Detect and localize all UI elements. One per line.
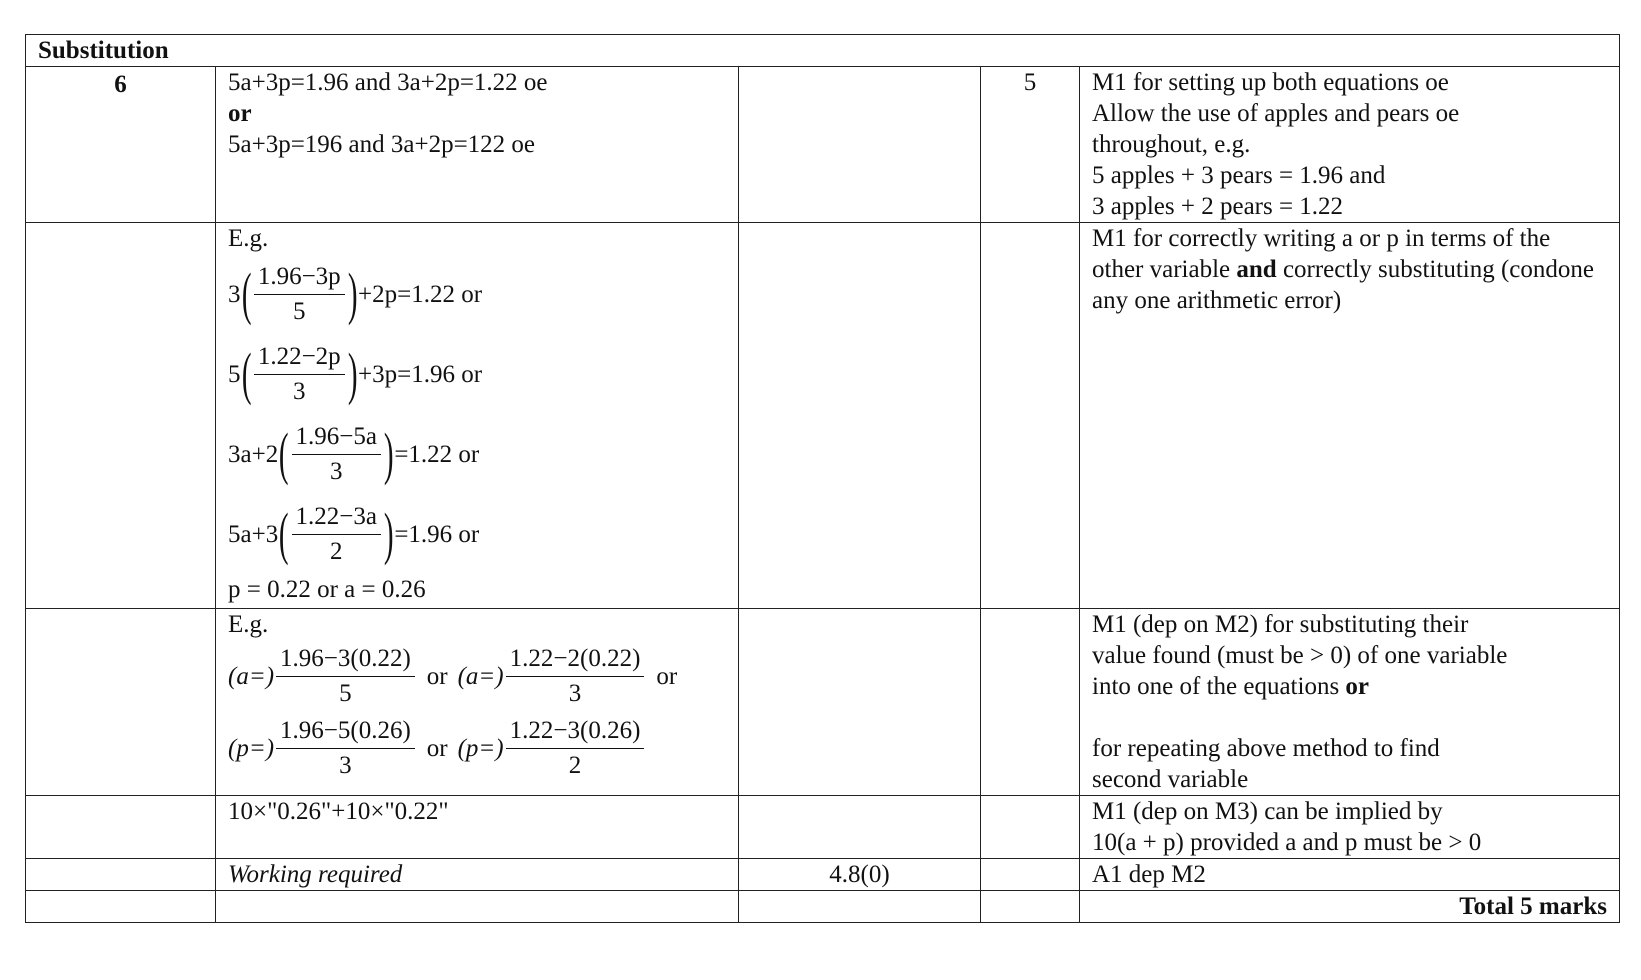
guidance-cell: M1 (dep on M3) can be implied by 10(a + p) provided a and p must be > 0 xyxy=(1080,796,1620,859)
marks-cell xyxy=(981,859,1080,891)
substitution-expression: 3 ( $\frac{1.96-3p}{5}$ ) +2p=1.22 or xyxy=(228,254,726,334)
substitution-expression: 5a+3 ( $\frac{1.22-3a}{2}$ ) =1.96 or xyxy=(228,494,726,574)
table-row xyxy=(26,223,1620,609)
guidance-line: M1 for setting up both equations oe xyxy=(1092,69,1449,96)
guidance-cell: A1 dep M2 xyxy=(1080,859,1620,891)
question-cell xyxy=(26,223,216,609)
value-expression: (a=) $\frac{1.96-3(0.22)}{5}$ or (a=) $\frac{1.22-2(0.22)}{3}$ or xyxy=(228,640,726,712)
fraction: $\frac{1.96-5(0.26)}{3}$ xyxy=(276,714,415,783)
marks-cell xyxy=(981,223,1080,609)
guidance-cell: M1 (dep on M2) for substituting their value found (must be > 0) of one variable into one of the equations or for repeating above method to find second variable xyxy=(1080,609,1620,796)
equation-line: 5a+3p=196 and 3a+2p=122 oe xyxy=(228,131,536,158)
guidance-line: throughout, e.g. xyxy=(1092,131,1251,158)
working-cell xyxy=(216,223,739,609)
value-expression: (p=) $\frac{1.96-5(0.26)}{3}$ or (p=) $\frac{1.22-3(0.26)}{2}$ xyxy=(228,712,726,784)
guidance-line: 3 apples + 2 pears = 1.22 xyxy=(1092,193,1344,220)
fraction: $\frac{1.22-3(0.26)}{2}$ xyxy=(506,714,645,783)
eg-label: E.g. xyxy=(228,611,269,638)
question-cell xyxy=(26,796,216,859)
fraction: $\frac{1.96-3p}{5}$ xyxy=(254,260,345,329)
total-marks: Total 5 marks xyxy=(1080,891,1620,923)
substitution-expression: 5 ( $\frac{1.22-2p}{3}$ ) +3p=1.96 or xyxy=(228,334,726,414)
question-number: 6 xyxy=(26,67,216,223)
eg-label: E.g. xyxy=(228,225,269,252)
section-title: Substitution xyxy=(26,35,1620,67)
working-cell xyxy=(216,609,739,796)
working-required: Working required xyxy=(216,859,739,891)
result-line: p = 0.22 or a = 0.26 xyxy=(228,576,426,603)
or-label: or xyxy=(228,100,252,127)
total-expression: 10×"0.26"+10×"0.22" xyxy=(228,798,449,825)
answer-cell xyxy=(739,796,981,859)
substitution-expression: 3a+2 ( $\frac{1.96-5a}{3}$ ) =1.22 or xyxy=(228,414,726,494)
table-row xyxy=(26,67,1620,223)
answer-cell xyxy=(739,67,981,223)
fraction: $\frac{1.22-2p}{3}$ xyxy=(254,340,345,409)
equation-line: 5a+3p=1.96 and 3a+2p=1.22 oe xyxy=(228,69,548,96)
marks-cell xyxy=(981,609,1080,796)
section-header-row xyxy=(26,35,1620,67)
final-answer: 4.8(0) xyxy=(739,859,981,891)
marks-cell xyxy=(981,796,1080,859)
guidance-line: 5 apples + 3 pears = 1.96 and xyxy=(1092,162,1386,189)
marks-cell: 5 xyxy=(981,67,1080,223)
guidance-cell: M1 for correctly writing a or p in terms of the other variable and correctly substituting (condone any one arithmetic error) xyxy=(1080,223,1620,609)
guidance-line: Allow the use of apples and pears oe xyxy=(1092,100,1460,127)
table-row xyxy=(26,859,1620,891)
fraction: $\frac{1.96-3(0.22)}{5}$ xyxy=(276,642,415,711)
fraction: $\frac{1.22-3a}{2}$ xyxy=(292,500,381,569)
mark-scheme-table xyxy=(25,34,1620,923)
answer-cell xyxy=(739,223,981,609)
total-row xyxy=(26,891,1620,923)
guidance-cell xyxy=(1080,67,1620,223)
table-row xyxy=(26,609,1620,796)
question-cell xyxy=(26,609,216,796)
answer-cell xyxy=(739,609,981,796)
table-row xyxy=(26,796,1620,859)
working-cell xyxy=(216,796,739,859)
fraction: $\frac{1.22-2(0.22)}{3}$ xyxy=(506,642,645,711)
question-cell xyxy=(26,859,216,891)
working-cell xyxy=(216,67,739,223)
fraction: $\frac{1.96-5a}{3}$ xyxy=(292,420,381,489)
